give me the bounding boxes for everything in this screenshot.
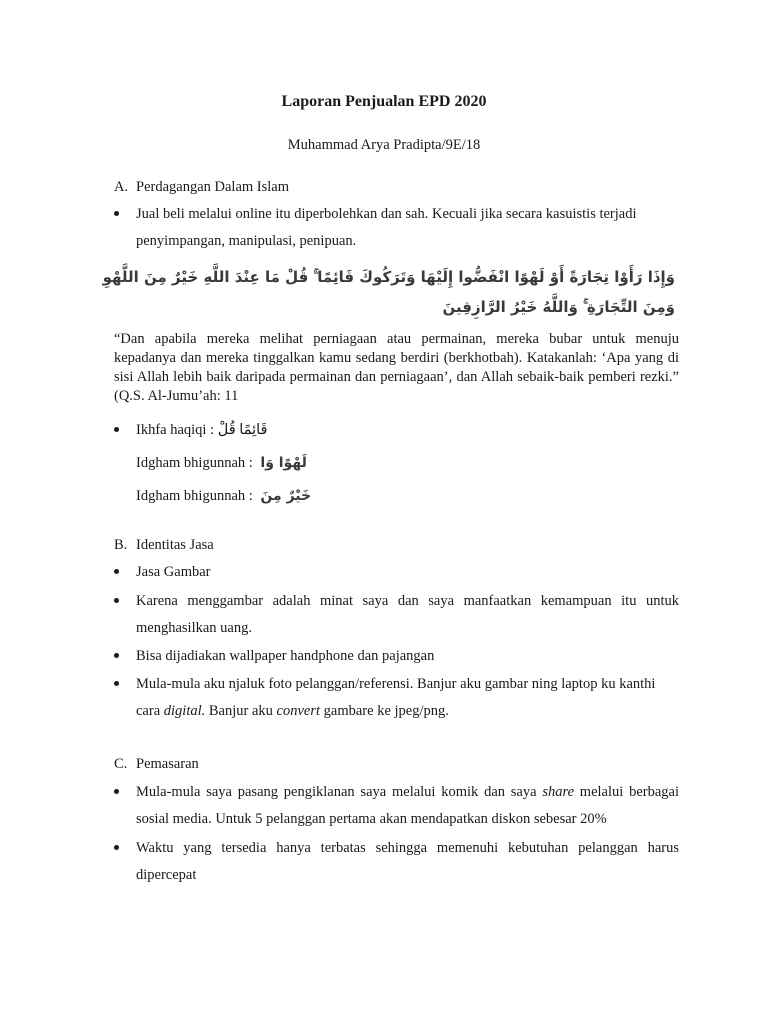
section-b-title: Identitas Jasa bbox=[136, 537, 214, 553]
section-c-heading bbox=[114, 756, 199, 773]
bullet-icon bbox=[114, 598, 119, 603]
bullet-4-text-b: Banjur aku bbox=[205, 703, 277, 719]
tajwid-arabic-3: خَيْرٌ مِنَ bbox=[260, 488, 312, 504]
bullet-icon bbox=[114, 569, 119, 574]
list-item bbox=[114, 835, 679, 889]
section-c-bullet-1 bbox=[114, 779, 679, 833]
section-a-letter: A. bbox=[114, 179, 129, 195]
section-b-bullet-1: Jasa Gambar bbox=[136, 564, 211, 580]
bullet-icon bbox=[114, 211, 119, 216]
c-bullet-1-text-b: melalui berbagai sosial media. Untuk 5 pelanggan pertama akan mendapatkan diskon sebesar 20% bbox=[136, 784, 679, 827]
tajwid-label-2: Idgham bhigunnah : bbox=[136, 455, 253, 471]
tajwid-label-3: Idgham bhigunnah : bbox=[136, 488, 253, 504]
tajwid-arabic-1: قَائِمًا قُلْ bbox=[217, 422, 268, 438]
tajwid-row-2 bbox=[136, 455, 307, 472]
tajwid-arabic-2: لَهْوًا وَا bbox=[260, 455, 307, 471]
section-c-bullet-2: Waktu yang tersedia hanya terbatas sehingga memenuhi kebutuhan pelanggan harus dipercepat bbox=[136, 840, 679, 883]
document-title: Laporan Penjualan EPD 2020 bbox=[281, 93, 487, 110]
bullet-icon bbox=[114, 789, 119, 794]
list-item bbox=[114, 671, 679, 725]
bullet-4-emphasis-convert: convert bbox=[276, 703, 321, 719]
section-a-bullet-1: Jual beli melalui online itu diperbolehkan dan sah. Kecuali jika secara kasuistis terjadi penyimpangan, manipulasi, penipuan. bbox=[136, 206, 637, 249]
list-item bbox=[114, 588, 679, 642]
author-line: Muhammad Arya Pradipta/9E/18 bbox=[287, 137, 481, 153]
arabic-verse: وَإِذَا رَأَوْا تِجَارَةً أَوْ لَهْوًا انْفَضُّوا إِلَيْهَا وَتَرَكُوكَ قَائِمًا ۚ قُلْ مَا عِنْدَ اللَّهِ خَيْرٌ مِنَ اللَّهْوِ وَمِنَ التِّجَارَةِ ۚ وَاللَّهُ خَيْرُ الرَّازِقِينَ bbox=[102, 268, 675, 316]
c-bullet-1-text-a: Mula-mula saya pasang pengiklanan saya melalui komik dan saya bbox=[136, 784, 543, 800]
tajwid-row-3 bbox=[136, 488, 311, 505]
list-item bbox=[114, 779, 679, 833]
list-item bbox=[114, 201, 679, 255]
section-a-title: Perdagangan Dalam Islam bbox=[136, 179, 290, 195]
list-item bbox=[114, 417, 679, 444]
list-item bbox=[114, 643, 679, 670]
tajwid-label-1: Ikhfa haqiqi : bbox=[136, 422, 215, 438]
bullet-icon bbox=[114, 681, 119, 686]
section-a-heading bbox=[114, 179, 289, 196]
section-b-letter: B. bbox=[114, 537, 128, 553]
section-b-heading bbox=[114, 537, 214, 554]
verse-translation: “Dan apabila mereka melihat perniagaan atau permainan, mereka bubar untuk menuju kepadanya dan mereka tinggalkan kamu sedang berdiri (berkhotbah). Katakanlah: ‘Apa yang di sisi Allah lebih baik daripada permainan dan perniagaan’, dan Allah sebaik-baik pemberi rezki.” (Q.S. Al-Jumu’ah: 11 bbox=[114, 331, 679, 404]
bullet-icon bbox=[114, 845, 119, 850]
section-b-bullet-2: Karena menggambar adalah minat saya dan saya manfaatkan kemampuan itu untuk menghasilkan uang. bbox=[136, 593, 679, 636]
section-b-bullet-3: Bisa dijadiakan wallpaper handphone dan pajangan bbox=[136, 648, 435, 664]
c-bullet-1-emphasis-share: share bbox=[542, 784, 575, 800]
list-item bbox=[114, 559, 679, 586]
bullet-4-text-c: gambare ke jpeg/png. bbox=[320, 703, 449, 719]
bullet-icon bbox=[114, 653, 119, 658]
section-b-bullet-4 bbox=[114, 671, 679, 725]
section-c-letter: C. bbox=[114, 756, 128, 772]
bullet-4-text-a: Mula-mula aku njaluk foto pelanggan/referensi. Banjur aku gambar ning laptop ku kanthi cara bbox=[136, 676, 656, 719]
section-c-title: Pemasaran bbox=[136, 756, 199, 772]
bullet-icon bbox=[114, 427, 119, 432]
bullet-4-emphasis-digital: digital. bbox=[163, 703, 206, 719]
